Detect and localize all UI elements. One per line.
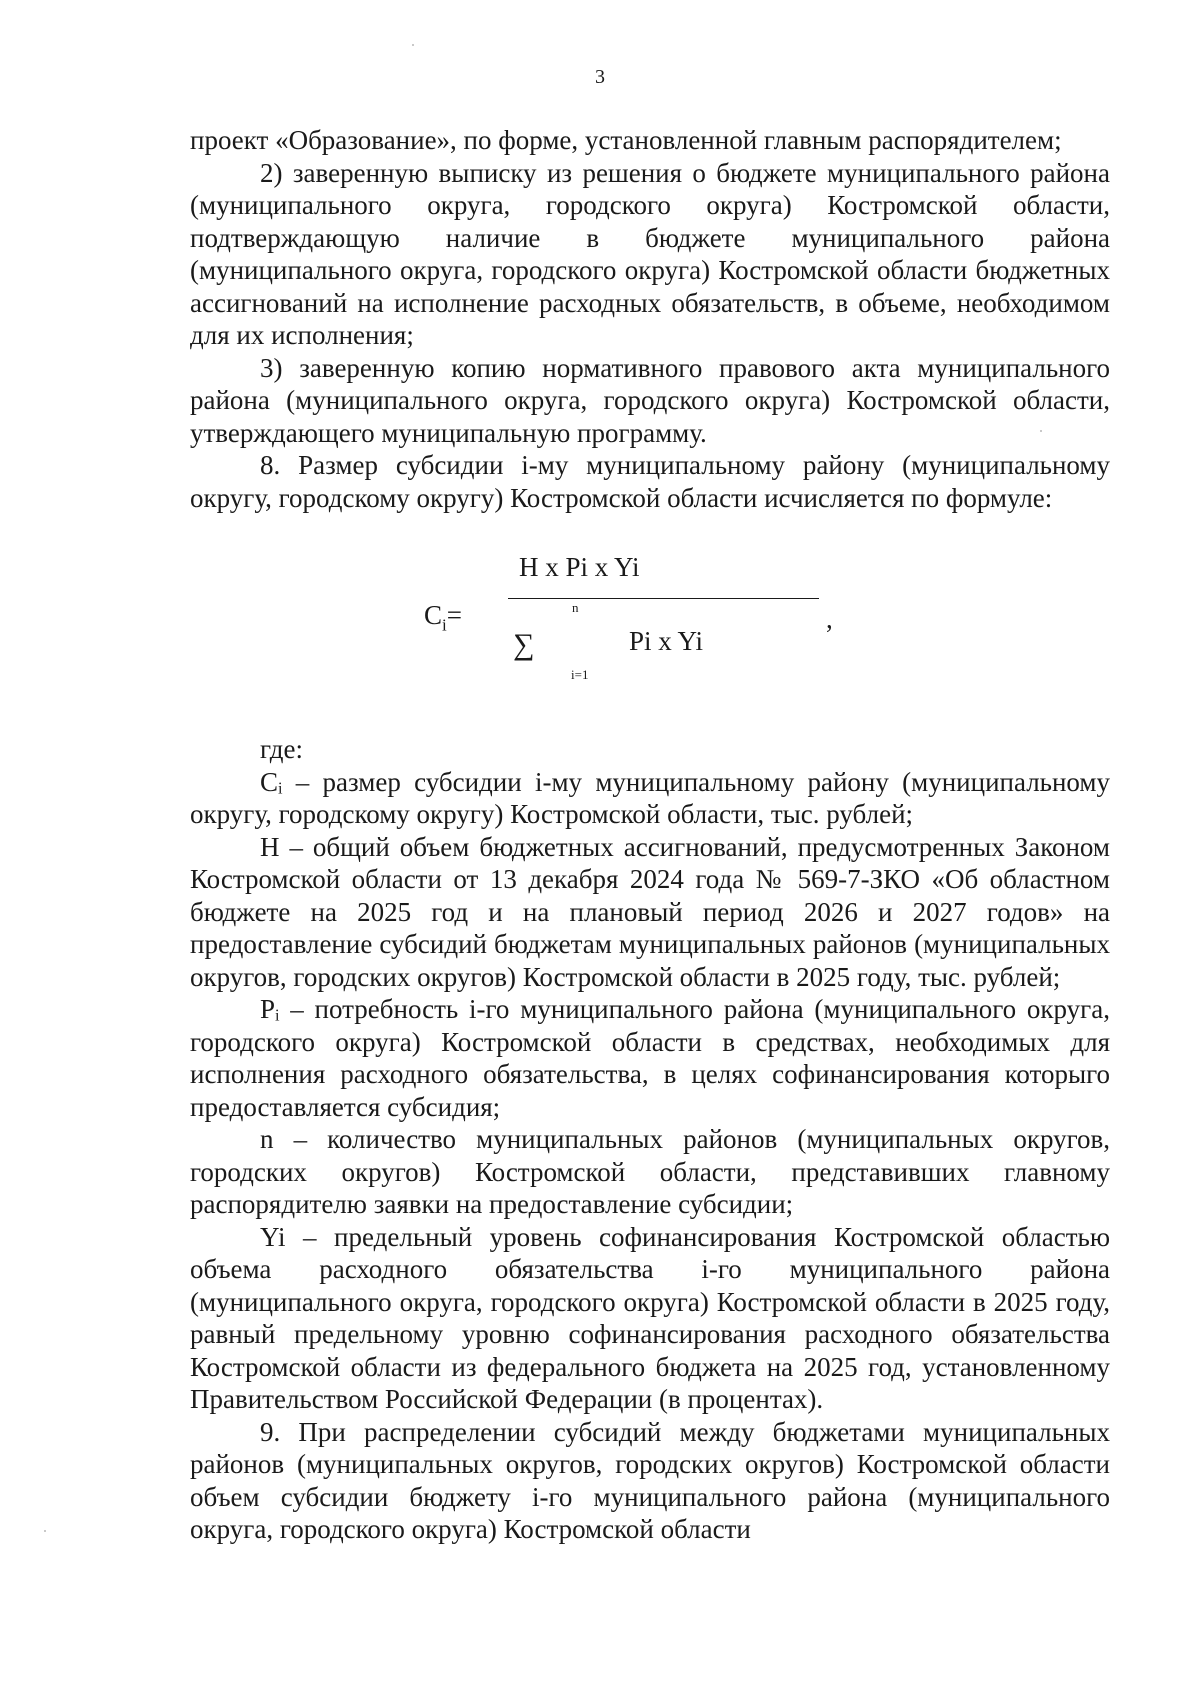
formula-numerator: H x Pi x Yi [519, 552, 640, 582]
paragraph: n – количество муниципальных районов (муниципальных округов, городских округов) Костромской области, представивших главному распорядителю заявки на предоставление субсидии; [190, 1124, 1110, 1219]
scan-speck [1040, 430, 1042, 432]
paragraph: 2) заверенную выписку из решения о бюджете муниципального района (муниципального округа, городского округа) Костромской области, подтверждающую наличие в бюджете муниципального района (муниципального округа, городского округа) Костромской области бюджетных ассигнований на исполнение расходных обязательств, в объеме, необходимом для их исполнения; [190, 157, 1110, 350]
scan-speck [412, 44, 414, 46]
formula-denominator: Pi x Yi [629, 626, 704, 656]
paragraph: где: [260, 734, 303, 764]
formula-lhs-subscript: i [442, 615, 447, 635]
page-number: 3 [595, 66, 605, 88]
paragraph: 3) заверенную копию нормативного правового акта муниципального района (муниципального округа, городского округа) Костромской области, утверждающего муниципальную программу. [190, 352, 1110, 448]
formula-equals: = [446, 600, 462, 630]
paragraph: 8. Размер субсидии i-му муниципальному району (муниципальному округу, городскому округу) Костромской области исчисляется по формуле: [190, 450, 1110, 513]
paragraph: 9. При распределении субсидий между бюджетами муниципальных районов (муниципальных округов, городских округов) Костромской области объем субсидии бюджету i-го муниципального района (муниципального округа, городского округа) Костромской области [190, 1416, 1110, 1544]
paragraph: Cᵢ – размер субсидии i-му муниципальному району (муниципальному округу, городскому округу) Костромской области, тыс. рублей; [190, 766, 1110, 829]
paragraph: H – общий объем бюджетных ассигнований, предусмотренных Законом Костромской области от 13 декабря 2024 года № 569-7-ЗКО «Об областном бюджете на 2025 год и на плановый период 2026 и 2027 годов» на предоставление субсидий бюджетам муниципальных районов (муниципальных округов, городских округов) Костромской области в 2025 году, тыс. рублей; [190, 831, 1110, 992]
fraction-bar [508, 598, 819, 599]
paragraph: Pᵢ – потребность i-го муниципального района (муниципального округа, городского округа) Костромской области в средствах, необходимых для исполнения расходного обязательства, в целях софинансирования которыго предоставляется субсидия; [190, 994, 1110, 1122]
formula-lhs [424, 600, 462, 635]
paragraph: проект «Образование», по форме, установленной главным распорядителем; [190, 125, 1062, 155]
scan-speck [44, 1530, 46, 1532]
sum-symbol: ∑ [513, 628, 535, 661]
bottom-text-block [190, 733, 1110, 1546]
sum-lower-limit: i=1 [571, 667, 589, 682]
sum-upper-limit: n [572, 600, 579, 615]
top-text-block [190, 124, 1110, 514]
formula-lhs-symbol: C [424, 600, 443, 630]
paragraph: Yi – предельный уровень софинансирования Костромской областью объема расходного обязательства i-го муниципального района (муниципального округа, городского округа) Костромской области в 2025 году, равный предельному уровню софинансирования расходного обязательства Костромской области из федерального бюджета на 2025 год, установленному Правительством Российской Федерации (в процентах). [190, 1221, 1110, 1414]
formula-trailing-comma: , [826, 604, 833, 634]
